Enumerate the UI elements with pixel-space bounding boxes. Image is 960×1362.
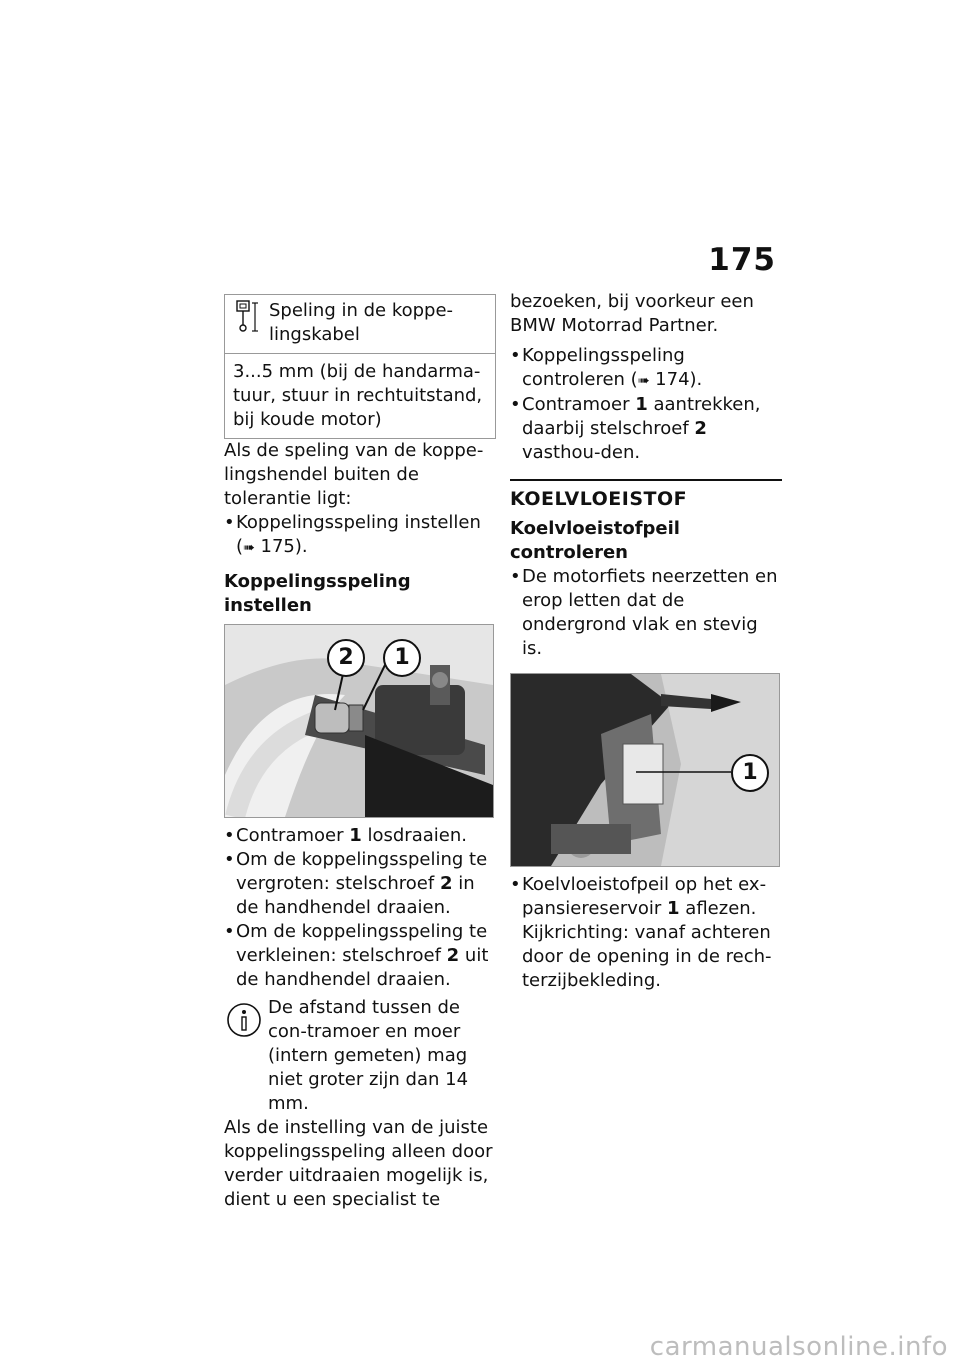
continued-text: bezoeken, bij voorkeur een BMW Motorrad Partner. — [510, 291, 754, 336]
spec-title: Speling in de koppe-lingskabel — [269, 300, 454, 345]
page-reference[interactable]: 175 — [260, 536, 295, 557]
finish-steps-list — [510, 344, 782, 465]
callout-2: 2 — [327, 639, 365, 677]
note-text: De afstand tussen de con-tramoer en moer (intern gemeten) mag niet groter zijn dan 14 mm. — [268, 997, 469, 1114]
section-heading: Koppelingsspeling instellen — [224, 571, 411, 616]
caliper-gauge-icon — [233, 299, 269, 347]
spec-value: 3...5 mm (bij de handarma-tuur, stuur in rechtuitstand, bij koude motor) — [233, 361, 483, 430]
right-column — [510, 290, 782, 993]
list-item: • Om de koppelingsspeling te verkleinen: stelschroef 2 uit de handhendel draaien. — [224, 920, 496, 992]
intro-text: Als de speling van de koppe-lingshendel buiten de tolerantie ligt: — [224, 440, 484, 509]
spec-box — [224, 294, 496, 439]
list-item-text: ). — [294, 536, 308, 557]
callout-1: 1 — [383, 639, 421, 677]
page-number: 175 — [708, 242, 776, 278]
list-item-text: Koppelingsspeling instellen ( — [236, 512, 481, 557]
outro-text: Als de instelling van de juiste koppelingsspeling alleen door verder uitdraaien mogelijk is, dient u een specialist te — [224, 1117, 493, 1210]
list-item: • Om de koppelingsspeling te vergroten: stelschroef 2 in de handhendel draaien. — [224, 848, 496, 920]
adjust-steps-list — [224, 824, 496, 992]
callout-1: 1 — [731, 754, 769, 792]
clutch-lever-figure — [224, 624, 494, 818]
list-item: • Contramoer 1 aantrekken, daarbij stelschroef 2 vasthou-den. — [510, 393, 782, 465]
left-column — [224, 294, 496, 1212]
cross-reference-arrow-icon: ➠ — [637, 373, 650, 389]
intro-list — [224, 511, 496, 560]
subsection-heading: Koelvloeistofpeil controleren — [510, 518, 680, 563]
info-note — [224, 996, 496, 1116]
info-icon — [226, 1002, 262, 1038]
list-item: • Koelvloeistofpeil op het ex-pansiereservoir 1 aflezen. Kijkrichting: vanaf achteren door de opening in de rech-terzijbekleding. — [510, 873, 782, 993]
watermark: carmanualsonline.info — [649, 1332, 948, 1362]
cross-reference-arrow-icon: ➠ — [243, 540, 255, 556]
list-item: • Contramoer 1 losdraaien. — [224, 824, 496, 848]
coolant-reservoir-figure — [510, 673, 780, 867]
page-reference[interactable]: 174 — [655, 369, 690, 390]
list-item — [224, 511, 496, 560]
list-item: • De motorfiets neerzetten en erop letten dat de ondergrond vlak en stevig is. — [510, 565, 782, 661]
spec-box-header — [225, 295, 495, 354]
reading-steps-list — [510, 873, 782, 993]
section-title: KOELVLOEISTOF — [510, 479, 782, 511]
list-item: • Koppelingsspeling controleren (➠ 174). — [510, 344, 782, 393]
coolant-steps-list — [510, 565, 782, 661]
